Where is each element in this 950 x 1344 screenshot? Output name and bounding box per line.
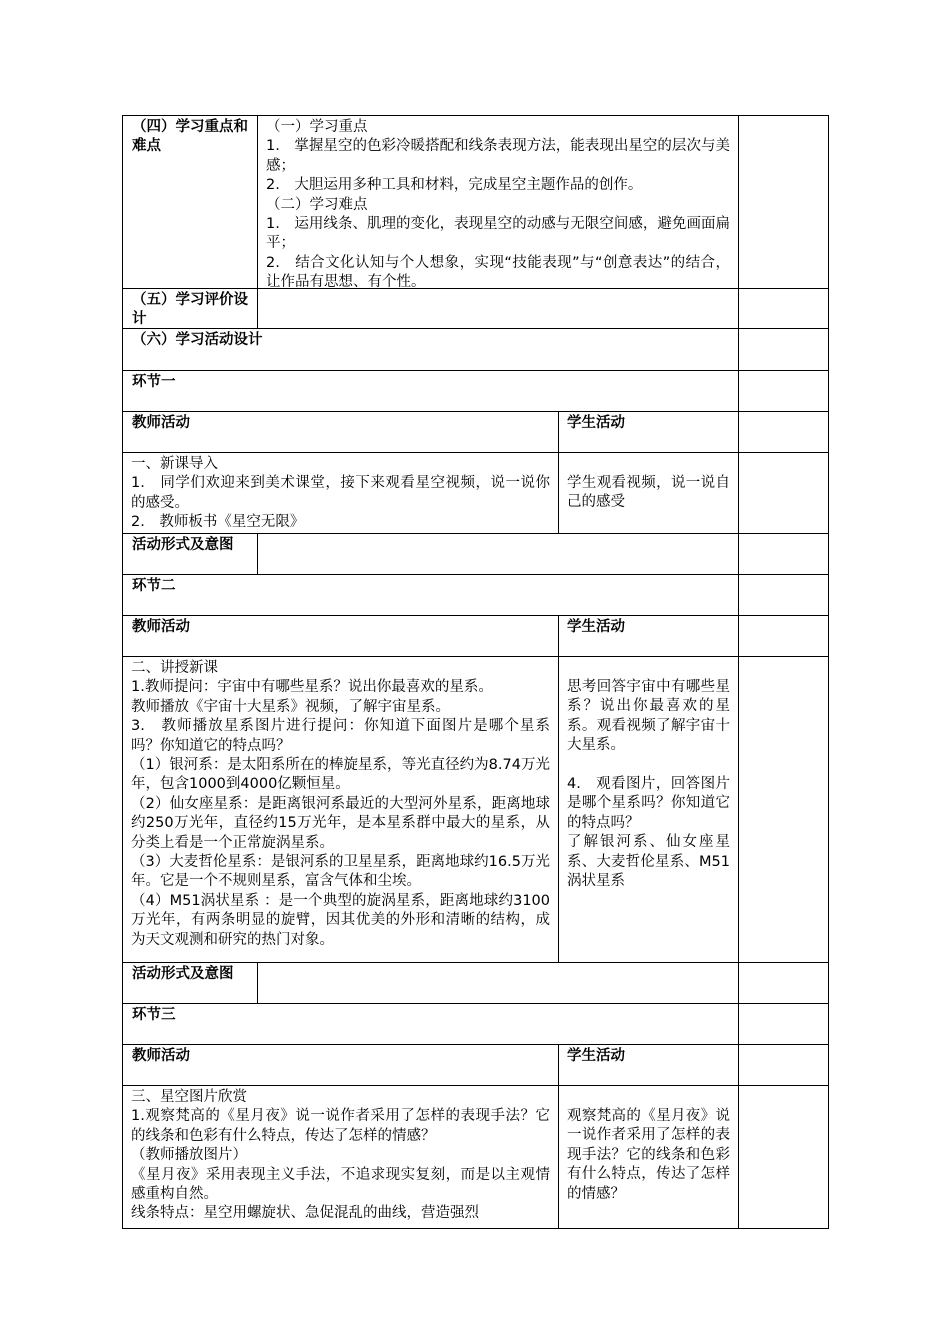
stage1-teacher-activity [131, 455, 550, 533]
text-line: （2）仙女座星系：是距离银河系最近的大型河外星系，距离地球约250万光年，直径约15万光年，是本星系群中最大的星系，从分类上看是一个正常旋涡星系。 [131, 795, 550, 851]
text-line: 1.观察梵高的《星月夜》说一说作者采用了怎样的表现手法？它的线条和色彩有什么特点，传达了怎样的情感？ [131, 1108, 550, 1144]
stage3-student-activity [567, 1107, 730, 1204]
section6-label: （六）学习活动设计 [132, 332, 263, 348]
stage2-teacher-header: 教师活动 [132, 619, 190, 635]
stage1-student-activity [567, 474, 730, 513]
text-line: 1. 同学们欢迎来到美术课堂，接下来观看星空视频，说一说你的感受。 [131, 475, 550, 511]
table-border [257, 115, 258, 328]
table-border [558, 411, 559, 533]
table-border [122, 962, 829, 963]
text-line: 4. 观看图片，回答图片是哪个星系吗？你知道它的特点吗？ [567, 776, 730, 831]
text-line: 3. 教师播放星系图片进行提问：你知道下面图片是哪个星系吗？你知道它的特点吗？ [131, 718, 550, 754]
stage1-form-label: 活动形式及意图 [132, 537, 234, 553]
table-border [558, 1044, 559, 1229]
table-border [558, 615, 559, 962]
text-line: 2. 大胆运用多种工具和材料，完成星空主题作品的创作。 [266, 177, 643, 194]
text-line: 1.教师提问：宇宙中有哪些星系？说出你最喜欢的星系。 [131, 679, 493, 696]
table-border [122, 1044, 829, 1045]
text-line: 1. 运用线条、肌理的变化，表现星空的动感与无限空间感，避免画面扁平； [266, 216, 730, 252]
text-line: 《星月夜》采用表现主义手法，不追求现实复刻，而是以主观情感重构自然。 [131, 1166, 550, 1203]
stage1-student-header: 学生活动 [567, 415, 625, 431]
text-line: 线条特点：星空用螺旋状、急促混乱的曲线，营造强烈 [131, 1205, 479, 1222]
section5-label: （五）学习评价设计 [132, 292, 248, 328]
text-line: （一）学习重点 [266, 119, 368, 135]
text-line [567, 756, 730, 775]
stage2-student-header: 学生活动 [567, 619, 625, 635]
stage1-title: 环节一 [132, 374, 176, 390]
table-border [122, 452, 829, 453]
table-border [122, 656, 829, 657]
table-border [122, 1003, 829, 1004]
stage3-teacher-activity [131, 1088, 550, 1224]
stage2-form-label: 活动形式及意图 [132, 966, 234, 982]
section4-content [266, 118, 730, 293]
stage1-teacher-header: 教师活动 [132, 415, 190, 431]
table-border [122, 1228, 829, 1229]
table-border [257, 533, 258, 574]
text-line: （3）大麦哲伦星系：是银河系的卫星星系，距离地球约16.5万光年。它是一个不规则星系，富含气体和尘埃。 [131, 854, 550, 890]
text-line: （教师播放图片） [131, 1147, 247, 1164]
text-line: （4）M51涡状星系 ：是一个典型的旋涡星系，距离地球约3100万光年，有两条明显的旋臂，因其优美的外形和清晰的结构，成为天文观测和研究的热门对象。 [131, 892, 550, 948]
text-line: 2. 教师板书《星空无限》 [131, 514, 305, 531]
text-line: 二、讲授新课 [131, 660, 218, 676]
text-line: 了解银河系、仙女座星系、大麦哲伦星系、M51涡状星系 [567, 834, 730, 890]
text-line: 教师播放《宇宙十大星系》视频，了解宇宙星系。 [131, 698, 450, 715]
stage2-student-activity [567, 678, 730, 891]
text-line: 学生观看视频，说一说自己的感受 [567, 475, 730, 511]
stage3-student-header: 学生活动 [567, 1048, 625, 1064]
stage3-teacher-header: 教师活动 [132, 1048, 190, 1064]
table-border [122, 370, 829, 371]
table-border [828, 115, 829, 1229]
stage3-title: 环节三 [132, 1007, 176, 1023]
table-border [257, 962, 258, 1003]
text-line: 三、星空图片欣赏 [131, 1089, 247, 1105]
text-line: 2. 结合文化认知与个人想象，实现“技能表现”与“创意表达”的结合，让作品有思想、有个性。 [266, 254, 730, 291]
text-line: （二）学习难点 [266, 196, 368, 213]
table-border [122, 115, 123, 1229]
text-line: （1）银河系：是太阳系所在的棒旋星系，等光直径约为8.74万光年，包含1000到4000亿颗恒星。 [131, 757, 550, 793]
table-border [122, 533, 829, 534]
text-line: 一、新课导入 [131, 456, 218, 472]
stage2-title: 环节二 [132, 578, 176, 594]
text-line: 思考回答宇宙中有哪些星系？说出你最喜欢的星系。观看视频了解宇宙十大星系。 [567, 679, 730, 754]
stage2-teacher-activity [131, 659, 550, 950]
text-line: 1. 掌握星空的色彩冷暖搭配和线条表现方法，能表现出星空的层次与美感； [266, 138, 730, 174]
table-border [122, 1085, 829, 1086]
table-border [122, 574, 829, 575]
text-line: 观察梵高的《星月夜》说一说作者采用了怎样的表现手法？它的线条和色彩有什么特点，传达了怎样的情感？ [567, 1108, 730, 1202]
table-border [738, 115, 739, 1229]
table-border [122, 115, 829, 116]
table-border [122, 411, 829, 412]
section4-label: （四）学习重点和难点 [132, 119, 248, 155]
table-border [122, 615, 829, 616]
